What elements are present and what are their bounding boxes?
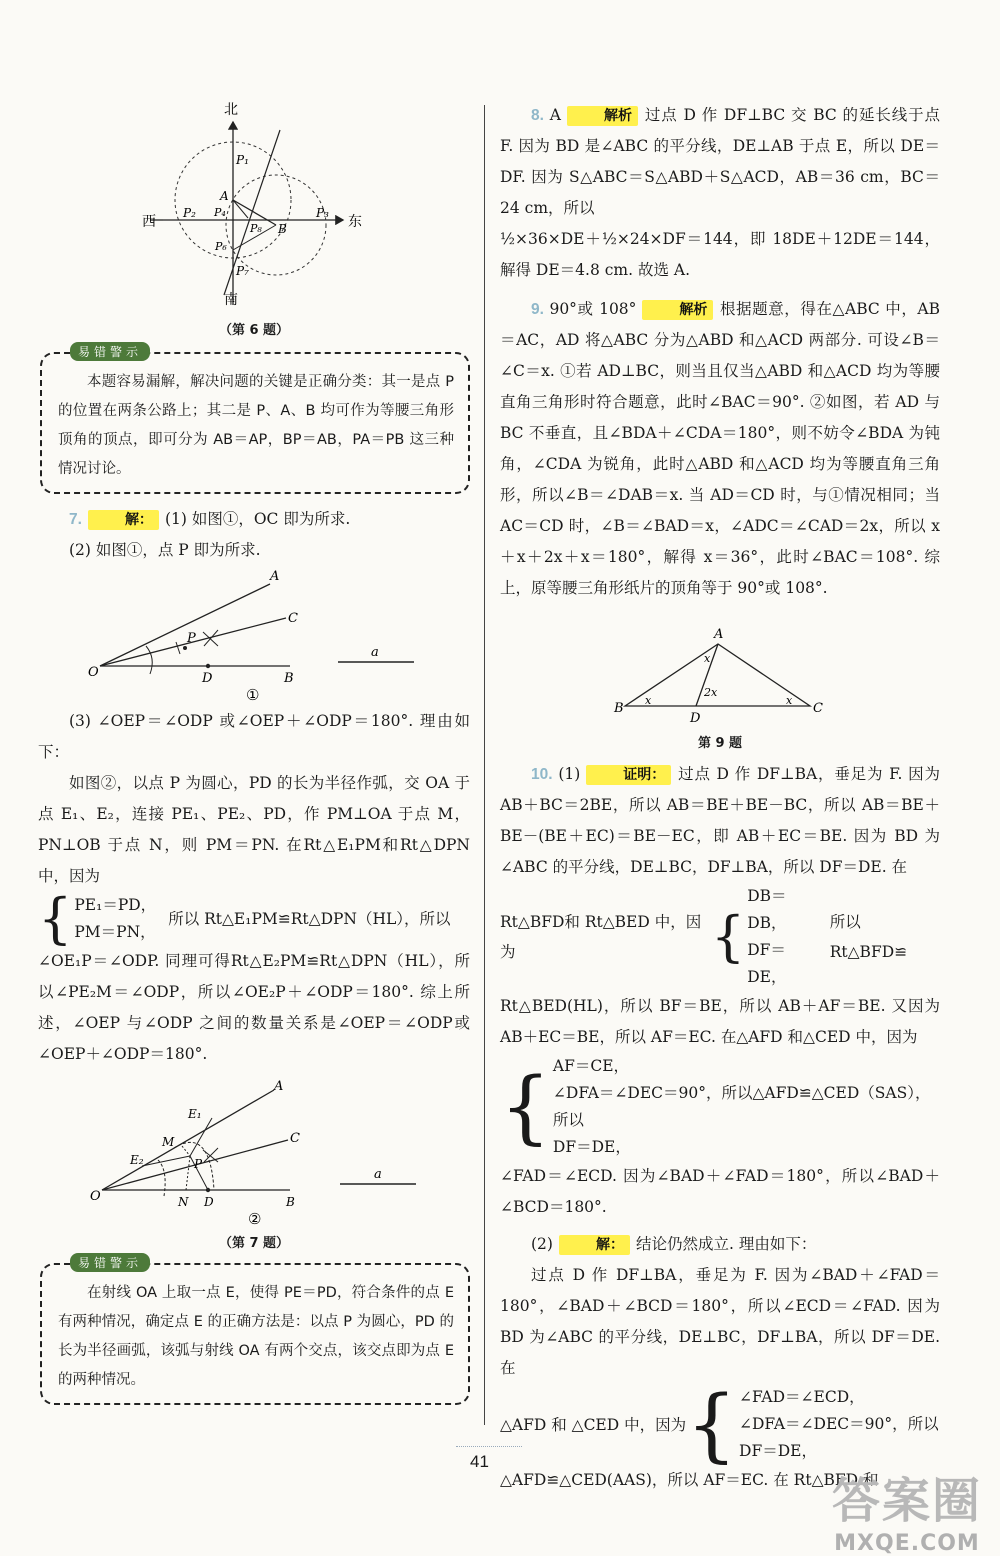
warning-title: 易错警示 xyxy=(70,342,150,361)
q8-text xyxy=(500,100,940,224)
fig2-b: B xyxy=(286,1195,295,1209)
label-p2: P₂ xyxy=(183,206,196,220)
q10-t3: Rt△BED(HL)，所以 BF＝BE，所以 AB＋AF＝BE. 又因为 AB＋EC＝BE，所以 AF＝EC. 在△AFD 和△CED 中，因为 xyxy=(500,997,940,1046)
q7-p1: (1) 如图①，OC 即为所求. xyxy=(164,510,351,528)
q7-b2: PM＝PN， xyxy=(74,923,156,941)
q10-brace-row-2 xyxy=(500,1053,940,1161)
q10-t4: ∠FAD＝∠ECD. 因为∠BAD＋∠FAD＝180°，所以∠BAD＋∠BCD＝180°. xyxy=(500,1167,940,1216)
east-label: 东 xyxy=(348,214,362,230)
fig1-c: C xyxy=(288,611,298,626)
q7-number: 7. xyxy=(69,511,82,528)
brace-symbol: { xyxy=(500,1060,551,1153)
label-a: A xyxy=(220,189,229,203)
brace-symbol: { xyxy=(710,905,746,968)
q10-brace-row-1 xyxy=(500,883,940,991)
q10-c3: DF＝DE， xyxy=(739,1442,817,1460)
q10-tag1: 证明： xyxy=(586,765,671,785)
fig1-d: D xyxy=(202,671,213,686)
q10-part1-label: (1) xyxy=(558,765,581,783)
q10-t1: 过点 D 作 DF⊥BA，垂足为 F. 因为 AB＋BC＝2BE，所以 AB＝BE＋BE－BC，所以 AB＝BE＋BE－(BE＋EC)＝BE－EC，即 AB＋EC＝BE. 因为 BD 为∠ABC 的平分线，DE⊥BC，DF⊥BA，所以 DF＝DE. 在 xyxy=(500,765,940,876)
fig2-d: D xyxy=(204,1195,214,1209)
q7-p4: 如图②，以点 P 为圆心，PD 的长为半径作弧，交 OA 于点 E₁、E₂，连接 PE₁、PE₂、PD，作 PM⊥OA 于点 M，PN⊥OB 于点 N，则 PM＝PN. 在Rt△E₁PM和Rt△DPN 中，因为 xyxy=(38,774,470,885)
warning-text: 本题容易漏解，解决问题的关键是正确分类：其一是点 P 的位置在两条公路上；其二是 P、A、B 均可作为等腰三角形顶角的顶点，即可分为 AB＝AP，BP＝AB，PA＝PB 这三种情况讨论。 xyxy=(58,374,454,477)
fig1-p: P xyxy=(187,631,196,646)
warning-box-2 xyxy=(40,1256,470,1405)
right-column xyxy=(500,100,940,1496)
fig2-mark: ② xyxy=(248,1210,262,1228)
q10-brace-row-3 xyxy=(500,1377,940,1471)
fig9-x1: x xyxy=(645,694,652,707)
q9-tag: 解析 xyxy=(642,300,713,320)
brace-symbol: { xyxy=(686,1377,738,1471)
q10-b1: AF＝CE， xyxy=(552,1057,630,1075)
column-divider xyxy=(484,105,485,1425)
fig2-c: C xyxy=(290,1131,300,1146)
fig2-p: P xyxy=(194,1157,203,1171)
fig9-x3: x xyxy=(786,694,793,707)
q8-t1: 过点 D 作 DF⊥BC 交 BC 的延长线于点 F. 因为 BD 是∠ABC 的平分线，DE⊥AB 于点 E，所以 DE＝DF. 因为 S△ABC＝S△ABD＋S△ACD，AB＝36 cm，BC＝24 cm，所以 xyxy=(500,106,940,217)
figure-7-1 xyxy=(38,566,470,706)
fig9-c: C xyxy=(813,701,823,716)
q10-part2 xyxy=(500,1229,940,1260)
q10-t2b2: DF＝DE， xyxy=(747,941,787,986)
fig2-a: A xyxy=(274,1079,284,1094)
south-label: 南 xyxy=(224,292,238,308)
figure-6-caption: （第 6 题） xyxy=(218,323,290,338)
page-number: 41 xyxy=(470,1452,489,1471)
fig2-e1: E₁ xyxy=(188,1107,202,1121)
q10-t6: 过点 D 作 DF⊥BA，垂足为 F. 因为∠BAD＋∠FAD＝180°，∠BAD＋∠BCD＝180°，所以∠ECD＝∠FAD. 因为 BD 为∠ABC 的平分线，DE⊥BC，DF⊥BA，所以 DF＝DE. 在 xyxy=(500,1266,940,1377)
watermark-url: MXQE.COM xyxy=(834,1531,980,1556)
q7-brace-stack xyxy=(74,892,156,946)
fig1-o: O xyxy=(88,665,99,680)
q8-number: 8. xyxy=(531,107,544,124)
fig1-a-segment: a xyxy=(371,645,379,660)
fig9-x2: x xyxy=(704,652,711,665)
label-p6: P₆ xyxy=(215,240,227,253)
q10-brace-stack-3 xyxy=(739,1384,939,1465)
q8-answer: A xyxy=(549,106,561,124)
brace-symbol: { xyxy=(38,887,73,950)
watermark-logo-text: 答案圈 xyxy=(831,1473,982,1529)
label-p8: P₈ xyxy=(250,222,262,235)
q8-t2: ½×36×DE＋½×24×DF＝144，即 18DE＋12DE＝144，解得 DE＝4.8 cm. 故选 A. xyxy=(500,230,940,279)
q7-part1 xyxy=(38,504,470,535)
q10-t2b1: DB＝DB， xyxy=(747,887,787,932)
q7-p3: (3) ∠OEP＝∠ODP 或∠OEP＋∠ODP＝180°. 理由如下： xyxy=(38,712,470,761)
label-p3: P₃ xyxy=(316,206,329,220)
fig2-n: N xyxy=(178,1195,189,1209)
q10-brace-stack-2 xyxy=(553,1053,940,1161)
fig2-a-segment: a xyxy=(374,1167,382,1182)
fig1-mark: ① xyxy=(246,686,260,704)
label-p7: P₇ xyxy=(236,264,249,278)
q7-b-after: 所以 Rt△E₁PM≌Rt△DPN（HL），所以 xyxy=(168,910,451,928)
q10-t2a: Rt△BFD和 Rt△BED 中，因为 xyxy=(500,913,702,961)
q9-body: 根据题意，得在△ABC 中，AB＝AC，AD 将△ABC 分为△ABD 和△ACD 两部分. 可设∠B＝∠C＝x. ①若 AD⊥BC，则当且仅当△ABD 和△ACD 均为等腰直角三角形时符合题意，此时∠BAC＝90°. ②如图，若 AD 与 BC 不垂直，且∠BDA＋∠CDA＝180°，则不妨令∠BDA 为钝角，∠CDA 为锐角，此时△ABD 和△ACD 均为等腰直角三角形，所以∠B＝∠DAB＝x. 当 AD＝CD 时，与①情况相同；当 AC＝CD 时，∠B＝∠BAD＝x，∠ADC＝∠CAD＝2x，所以 x＋x＋2x＋x＝180°，解得 x＝36°，此时∠BAC＝108°. 综上，原等腰三角形纸片的顶角等于 90°或 108°. xyxy=(500,300,940,597)
q7-p2: (2) 如图①，点 P 即为所求. xyxy=(69,541,261,559)
figure-7-caption: （第 7 题） xyxy=(218,1236,290,1251)
q10-brace-stack-1 xyxy=(747,883,824,991)
q9-answer: 90°或 108° xyxy=(549,300,637,318)
q10-b2: ∠DFA＝∠DEC＝90°，所以△AFD≌△CED（SAS），所以 xyxy=(552,1084,931,1129)
fig9-b: B xyxy=(614,701,624,716)
q9-number: 9. xyxy=(531,301,544,318)
q10-part2-label: (2) xyxy=(531,1235,553,1253)
q10-t7a: △AFD 和 △CED 中，因为 xyxy=(500,1415,687,1434)
q9-text xyxy=(500,294,940,604)
q10-t8: △AFD≌△CED(AAS)，所以 AF＝EC. 在 Rt△BFD 和 xyxy=(500,1471,879,1489)
fig9-a: A xyxy=(714,627,724,642)
fig2-e2: E₂ xyxy=(130,1153,144,1167)
q7-tag: 解： xyxy=(88,510,159,530)
fig9-d: D xyxy=(690,711,701,724)
q10-t2c: 所以 Rt△BFD≌ xyxy=(829,913,908,961)
figure-7-2 xyxy=(38,1078,470,1228)
q10-b3: DF＝DE， xyxy=(552,1138,631,1156)
q8-tag: 解析 xyxy=(567,106,638,126)
fig2-o: O xyxy=(90,1189,101,1204)
page-number-decoration xyxy=(456,1446,522,1453)
fig2-m: M xyxy=(162,1135,175,1149)
fig1-a: A xyxy=(270,569,280,584)
fig1-b: B xyxy=(284,671,294,686)
watermark xyxy=(832,1462,982,1556)
figure-9-caption: 第 9 题 xyxy=(697,736,743,751)
left-column xyxy=(38,100,470,1415)
q7-p5: ∠OE₁P＝∠ODP. 同理可得Rt△E₂PM≌Rt△DPN（HL），所以∠PE₂M＝∠ODP，所以∠OE₂P＋∠ODP＝180°. 综上所述，∠OEP 与∠ODP 之间的数量关系是∠OEP＝∠ODP或∠OEP＋∠ODP＝180°. xyxy=(38,952,470,1063)
q7-b1: PE₁＝PD， xyxy=(74,896,157,914)
q10-part1 xyxy=(500,759,940,883)
q10-number: 10. xyxy=(531,766,553,783)
north-label: 北 xyxy=(224,102,238,118)
label-p1: P₁ xyxy=(236,153,249,167)
west-label: 西 xyxy=(142,214,156,230)
figure-9-triangle xyxy=(500,614,940,724)
fig9-2x: 2x xyxy=(704,686,718,699)
q7-brace-row xyxy=(38,887,470,950)
warning-box-1 xyxy=(40,345,470,494)
q10-c1: ∠FAD＝∠ECD， xyxy=(739,1388,865,1406)
warning-text-2: 在射线 OA 上取一点 E，使得 PE＝PD，符合条件的点 E 有两种情况，确定点 E 的正确方法是：以点 P 为圆心，PD 的长为半径画弧，该弧与射线 OA 有两个交点，该交点即为点 E 的两种情况。 xyxy=(58,1285,454,1388)
figure-6-compass xyxy=(38,100,470,315)
label-p4: P₄ xyxy=(214,206,226,219)
label-b: B xyxy=(278,222,287,236)
q10-c2: ∠DFA＝∠DEC＝90°，所以 xyxy=(739,1415,939,1433)
q10-t5: 结论仍然成立. 理由如下： xyxy=(635,1235,817,1253)
warning-title-2: 易错警示 xyxy=(70,1253,150,1272)
q10-tag2: 解： xyxy=(559,1235,630,1255)
